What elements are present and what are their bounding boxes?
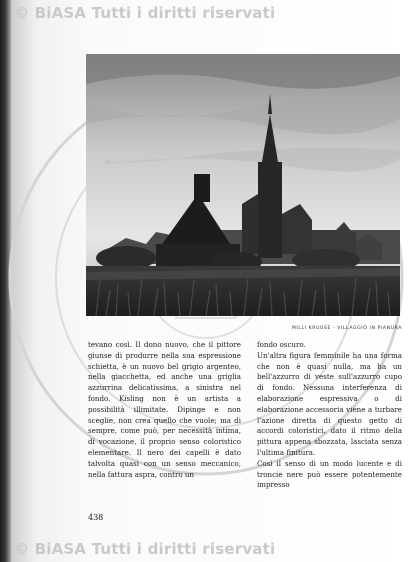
right-column-paragraph-2: Un'altra figura femminile ha una forma che non è quasi nulla, ma ha un bell'azzurro di veste sull'azzurro cupo di fondo. Nessuna interferenza di elaborazione espressiva o di elaborazione accessoria viene a turbare l'azione diretta di questo getto di accordi coloristici, dato il ritmo della pittura appena sbozzata, lasciata senza l'ultima finitura. <box>257 350 402 457</box>
right-column-paragraph-1: fondo oscuro. <box>257 340 306 349</box>
watermark-bottom: © BiASA Tutti i diritti riservati <box>14 540 276 558</box>
watermark-top: © BiASA Tutti i diritti riservati <box>14 4 276 22</box>
page-number: 438 <box>88 513 104 522</box>
binding-gutter <box>0 0 12 562</box>
figure-caption: MILLI KRUUSE · VILLAGGIO IN PIANURA <box>291 326 402 331</box>
figure-photograph <box>86 54 400 316</box>
article-column-right <box>257 340 402 491</box>
article-column-left <box>88 340 241 480</box>
village-photo-image <box>86 54 400 316</box>
left-column-text: tevano così. Il dono nuovo, che il pittore giunse di produrre nella sua espressione schietta, è un nuovo bel grigio argenteo, nella giacchetta, ed anche una griglia azzurrina delicatissima, a sinistra nel fondo. Kisling non è un artista a possibilità illimitate. Dipinge e non sceglie, non crea quello che vuole; ma di sempre, come può, per necessità intima, di vocazione, il proprio senso coloristico elementare. Il nero dei capelli è dato talvolta quasi con un senso meccanico, nella fattura aspra, contro un <box>88 340 241 479</box>
right-column-paragraph-3: Così il senso di un modo lucente e di troncie nere può essere potentemente impresso <box>257 458 402 490</box>
